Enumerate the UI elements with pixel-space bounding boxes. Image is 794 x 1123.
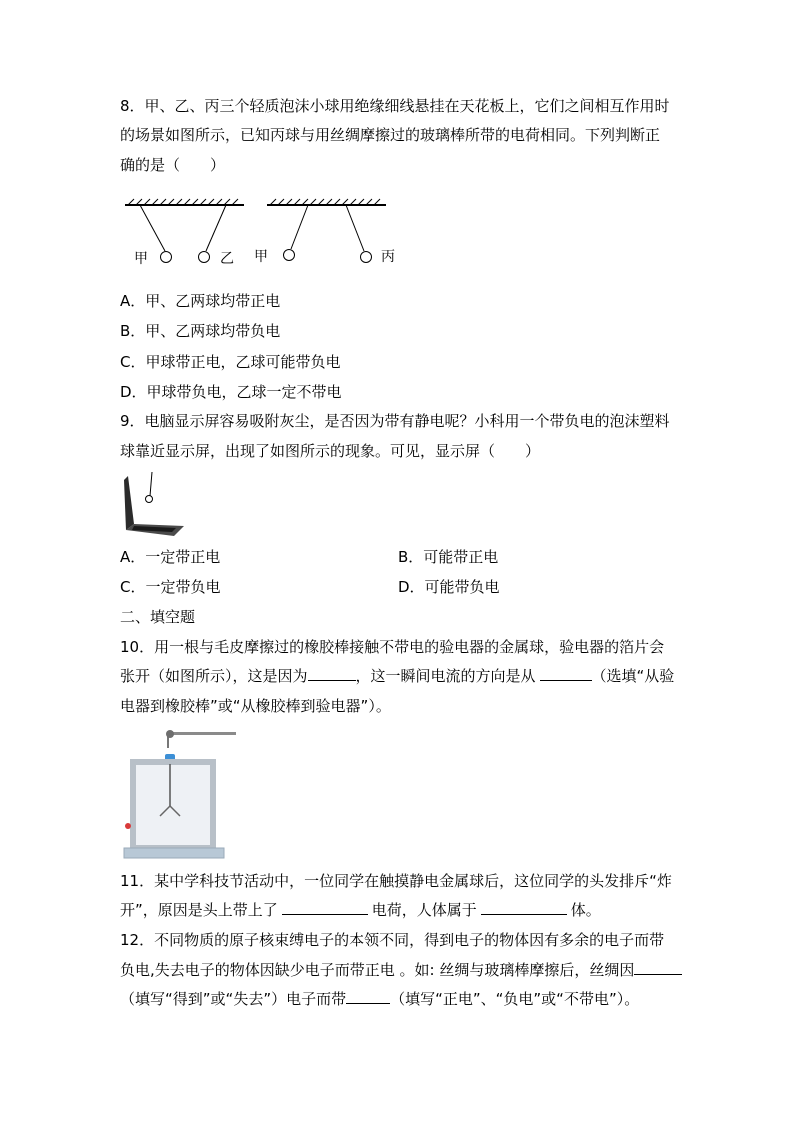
q11-blank-1[interactable]	[282, 900, 368, 915]
electroscope-base	[124, 848, 224, 858]
q11-blank-2[interactable]	[481, 900, 567, 915]
q8-option-b[interactable]: B．甲、乙两球均带负电	[120, 322, 281, 340]
q10-line2-part-b: ，这一瞬间电流的方向是从	[355, 667, 536, 685]
q8-line3: 确的是（ ）	[120, 156, 226, 174]
laptop-screen	[124, 476, 134, 530]
label-yi: 乙	[220, 251, 234, 267]
q8-option-a[interactable]: A．甲、乙两球均带正电	[120, 292, 281, 310]
foam-ball-thread	[150, 472, 152, 496]
q10-blank-2[interactable]	[540, 666, 592, 681]
electroscope-case	[133, 762, 213, 848]
rubber-rod	[168, 732, 236, 735]
metal-ball	[166, 730, 174, 738]
q9-option-c[interactable]: C．一定带负电	[120, 578, 221, 596]
q9-line1: 9．电脑显示屏容易吸附灰尘，是否因为带有静电呢？小科用一个带负电的泡沫塑料	[120, 412, 670, 430]
ball-jia-left	[161, 252, 172, 263]
q10-line2-part-a: 张开（如图所示），这是因为	[120, 667, 308, 685]
thread-bing	[346, 205, 364, 251]
q10-line3: 电器到橡胶棒”或“从橡胶棒到验电器”）。	[120, 697, 391, 715]
q11-line2-part-a: 开”，原因是头上带上了	[120, 901, 278, 919]
q11-line2-part-c: 体。	[570, 901, 601, 919]
foam-ball	[146, 496, 153, 503]
label-jia-right: 甲	[254, 249, 268, 265]
q11-line1: 11．某中学科技节活动中，一位同学在触摸静电金属球后，这位同学的头发排斥“炸	[120, 872, 672, 890]
q10-line1: 10．用一根与毛皮摩擦过的橡胶棒接触不带电的验电器的金属球，验电器的箔片会	[120, 638, 665, 656]
q9-line2: 球靠近显示屏，出现了如图所示的现象。可见，显示屏（ ）	[120, 442, 541, 460]
q11-line2	[120, 900, 601, 920]
ball-jia-right	[284, 250, 295, 261]
q8-line2: 的场景如图所示，已知丙球与用丝绸摩擦过的玻璃棒所带的电荷相同。下列判断正	[120, 126, 661, 144]
q12-line3	[120, 989, 639, 1009]
thread-yi	[206, 205, 226, 251]
q12-line3-part-b: （填写“正电”、“负电”或“不带电”）。	[390, 990, 640, 1008]
q10-blank-1[interactable]	[308, 666, 356, 681]
q8-option-d[interactable]: D．甲球带负电，乙球一定不带电	[120, 383, 342, 401]
q12-line2-part-a: 负电,失去电子的物体因缺少电子而带正电 。如: 丝绸与玻璃棒摩擦后，丝绸因	[120, 961, 635, 979]
q9-option-a[interactable]: A．一定带正电	[120, 548, 221, 566]
thread-jia-right	[291, 205, 308, 249]
q12-blank-1[interactable]	[634, 960, 682, 975]
ball-bing	[361, 252, 372, 263]
q8-suspended-balls-figure	[120, 195, 400, 270]
q9-laptop-figure	[118, 472, 188, 542]
label-bing: 丙	[381, 249, 395, 265]
q11-line2-part-b: 电荷，人体属于	[371, 901, 477, 919]
ball-yi	[199, 252, 210, 263]
q8-line1: 8．甲、乙、丙三个轻质泡沫小球用绝缘细线悬挂在天花板上，它们之间相互作用时	[120, 97, 670, 115]
q12-line1: 12．不同物质的原子核束缚电子的本领不同，得到电子的物体因有多余的电子而带	[120, 931, 665, 949]
q12-blank-2[interactable]	[346, 989, 390, 1004]
q12-line3-part-a: （填写“得到”或“失去”）电子而带	[120, 990, 347, 1008]
q10-electroscope-figure	[118, 730, 240, 862]
label-jia-left: 甲	[134, 251, 148, 267]
q12-line2	[120, 960, 682, 980]
q10-line2	[120, 666, 674, 686]
section-title-fill-blank: 二、填空题	[120, 608, 196, 626]
thread-jia-left	[140, 205, 165, 251]
q9-option-b[interactable]: B．可能带正电	[398, 548, 499, 566]
q10-line2-part-c: （选填“从验	[591, 667, 675, 685]
q8-option-c[interactable]: C．甲球带正电，乙球可能带负电	[120, 353, 341, 371]
ground-knob	[125, 823, 131, 829]
q9-option-d[interactable]: D．可能带负电	[398, 578, 500, 596]
